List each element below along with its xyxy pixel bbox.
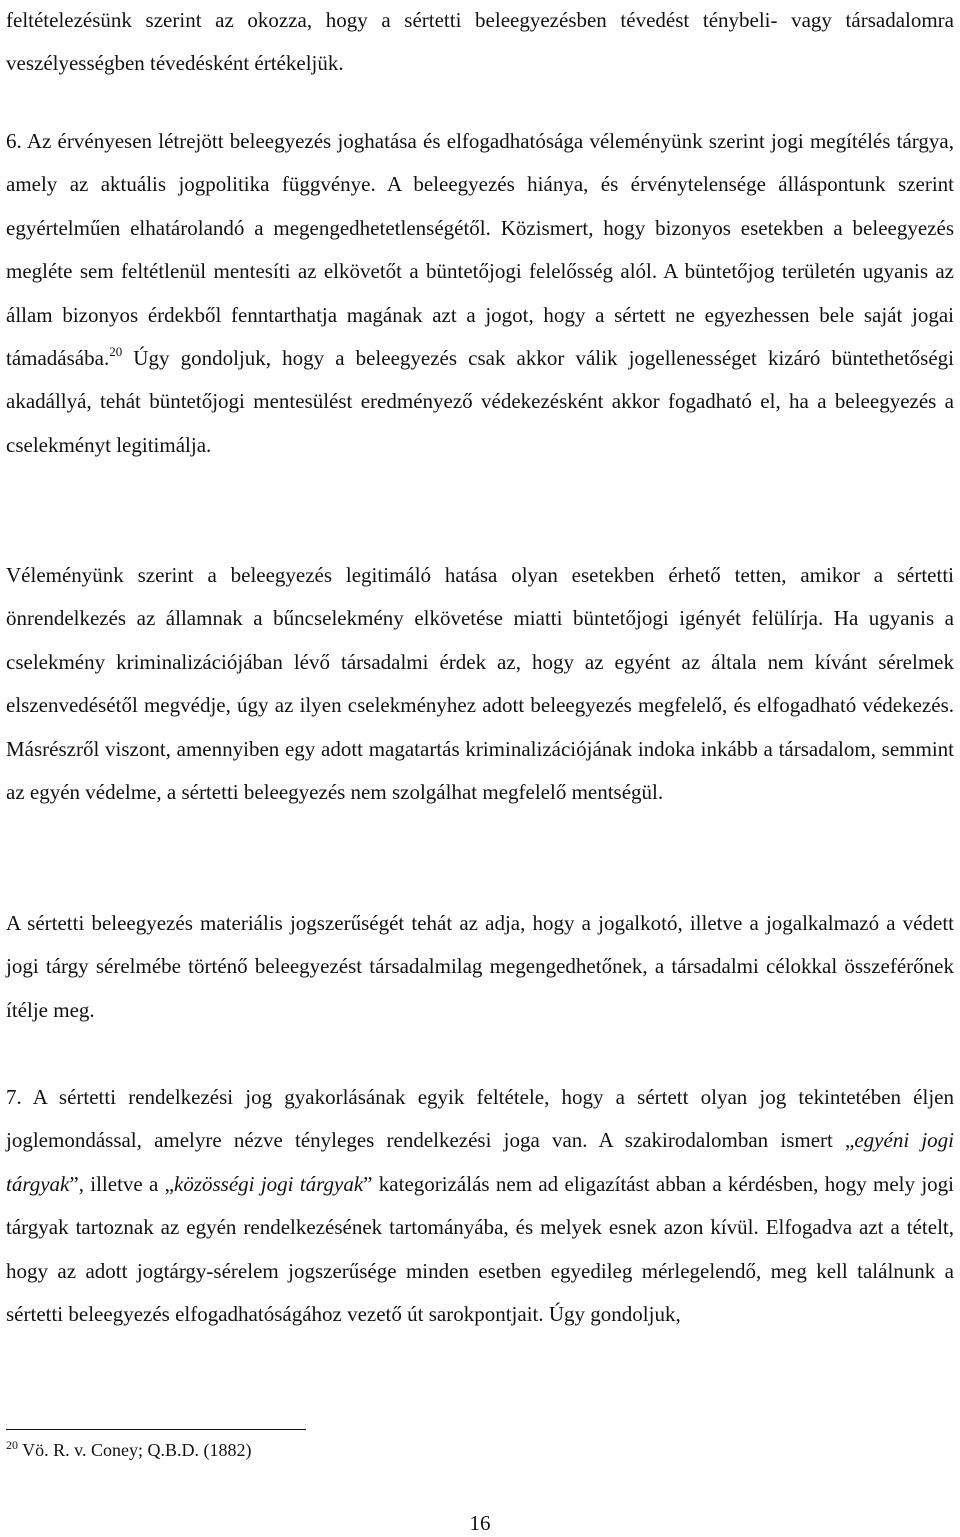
italic-term: egyéni jogi tárgyak [6, 1128, 955, 1196]
paragraph-continuation [6, 0, 954, 86]
paragraph-material-lawfulness [6, 902, 954, 1032]
paragraph-text: ”, illetve a „ [69, 1171, 175, 1196]
footnote-number: 20 [6, 1438, 18, 1452]
page-number: 16 [469, 1511, 491, 1535]
paragraph-legitimacy [6, 554, 954, 814]
paragraph-text: ” kategorizálás nem ad eligazítást abban a kérdésben, hogy mely jogi tárgyak tartoznak az egyén rendelkezésének tartományába, és melyek esnek azon kívül. Elfogadva azt a tételt, hogy az adott jogtárgy-sérelem jogszerűsége minden esetben egyedileg mérlegelendő, meg kell találnunk a sértetti beleegyezés elfogadhatóságához vezető út sarokpontjait. Úgy gondoljuk, [6, 1171, 954, 1327]
paragraph-text: 7. A sértetti rendelkezési jog gyakorlásának egyik feltétele, hogy a sértett olyan jog tekintetében éljen joglemondással, amelyre nézve tényleges rendelkezési joga van. A szakirodalomban ismert „ [6, 1085, 954, 1153]
footnote-text: Vö. R. v. Coney; Q.B.D. (1882) [18, 1440, 252, 1460]
paragraph-text: A sértetti beleegyezés materiális jogszerűségét tehát az adja, hogy a jogalkotó, illetve a jogalkalmazó a védett jogi tárgy sérelmébe történő beleegyezést társadalmilag megengedhetőnek, a társadalmi célokkal összeférőnek ítélje meg. [6, 911, 954, 1022]
footnote-reference[interactable]: 20 [109, 344, 123, 360]
paragraph-text: Véleményünk szerint a beleegyezés legitimáló hatása olyan esetekben érhető tetten, amikor a sértetti önrendelkezés az államnak a bűncselekmény elkövetése miatti büntetőjogi igényét felülírja. Ha ugyanis a cselekmény kriminalizációjában lévő társadalmi érdek az, hogy az egyént az általa nem kívánt sérelmek elszenvedésétől megvédje, úgy az ilyen cselekményhez adott beleegyezés megfelelő, és elfogadható védekezés. Másrészről viszont, amennyiben egy adott magatartás kriminalizációjának indoka inkább a társadalom, semmint az egyén védelme, a sértetti beleegyezés nem szolgálhat megfelelő mentségül. [6, 563, 954, 805]
paragraph-text: 6. Az érvényesen létrejött beleegyezés joghatása és elfogadhatósága véleményünk szerint jogi megítélés tárgya, amely az aktuális jogpolitika függvénye. A beleegyezés hiánya, és érvénytelensége álláspontunk szerint egyértelműen elhatárolandó a megengedhetetlenségétől. Közismert, hogy bizonyos esetekben a beleegyezés megléte sem feltétlenül mentesíti az elkövetőt a büntetőjogi felelősség alól. A büntetőjog területén ugyanis az állam bizonyos érdekből fenntarthatja magának azt a jogot, hogy a sértett ne egyezhessen bele saját jogai támadásába. [6, 129, 954, 371]
italic-term: közösségi jogi tárgyak [174, 1171, 364, 1196]
paragraph-text: feltételezésünk szerint az okozza, hogy a sértetti beleegyezésben tévedést ténybeli- vagy társadalomra veszélyességben tévedésként értékeljük. [6, 8, 954, 76]
paragraph-7 [6, 1076, 954, 1336]
footnote [6, 1438, 906, 1462]
footnote-separator [6, 1429, 306, 1430]
paragraph-text: Úgy gondoljuk, hogy a beleegyezés csak akkor válik jogellenességet kizáró büntethetőségi akadállyá, tehát büntetőjogi mentesülést eredményező védekezésként akkor fogadható el, ha a beleegyezés a cselekményt legitimálja. [6, 346, 954, 457]
paragraph-6 [6, 120, 954, 467]
